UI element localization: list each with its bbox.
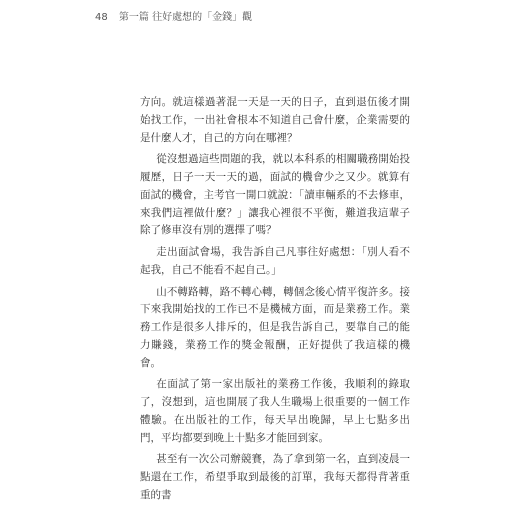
paragraph-1: 方向。就這樣過著混一天是一天的日子，直到退伍後才開始找工作，一出社會根本不知道自己會什麼，企業需要的是什麼人才，自己的方向在哪裡？ <box>140 96 410 144</box>
paragraph-4: 山不轉路轉，路不轉心轉，轉個念後心情平復許多。接下來我開始找的工作已不是機械方面，而是業務工作。業務工作是很多人排斥的，但是我告訴自己，要靠自己的能力賺錢，業務工作的獎金報酬，正好提供了我這樣的機會。 <box>140 285 410 369</box>
page-number: 48 <box>95 12 108 23</box>
chapter-title: 第一篇 往好處想的「金錢」觀 <box>118 12 253 23</box>
paragraph-5: 在面試了第一家出版社的業務工作後，我順利的錄取了，沒想到，這也開展了我人生職場上很重要的一個工作體驗。在出版社的工作，每天早出晚歸，早上七點多出門，平均都要到晚上十點多才能回到家。 <box>140 378 410 444</box>
paragraph-2: 從沒想過這些問題的我，就以本科系的相關職務開始投履歷，日子一天一天的過，面試的機會少之又少。就算有面試的機會，主考官一開口就說：「讀車輛系的不去修車，來我們這裡做什麼？」讓我心裡很不平衡，難道我這輩子除了修車沒有別的選擇了嗎？ <box>140 153 410 237</box>
paragraph-3: 走出面試會場，我告訴自己凡事往好處想：「別人看不起我，自己不能看不起自己。」 <box>140 246 410 276</box>
body-text <box>140 94 410 509</box>
running-header <box>95 11 252 25</box>
paragraph-6: 甚至有一次公司辦競賽，為了拿到第一名，直到凌晨一點還在工作，希望爭取到最後的訂單，我每天都得背著重重的書 <box>140 453 410 501</box>
